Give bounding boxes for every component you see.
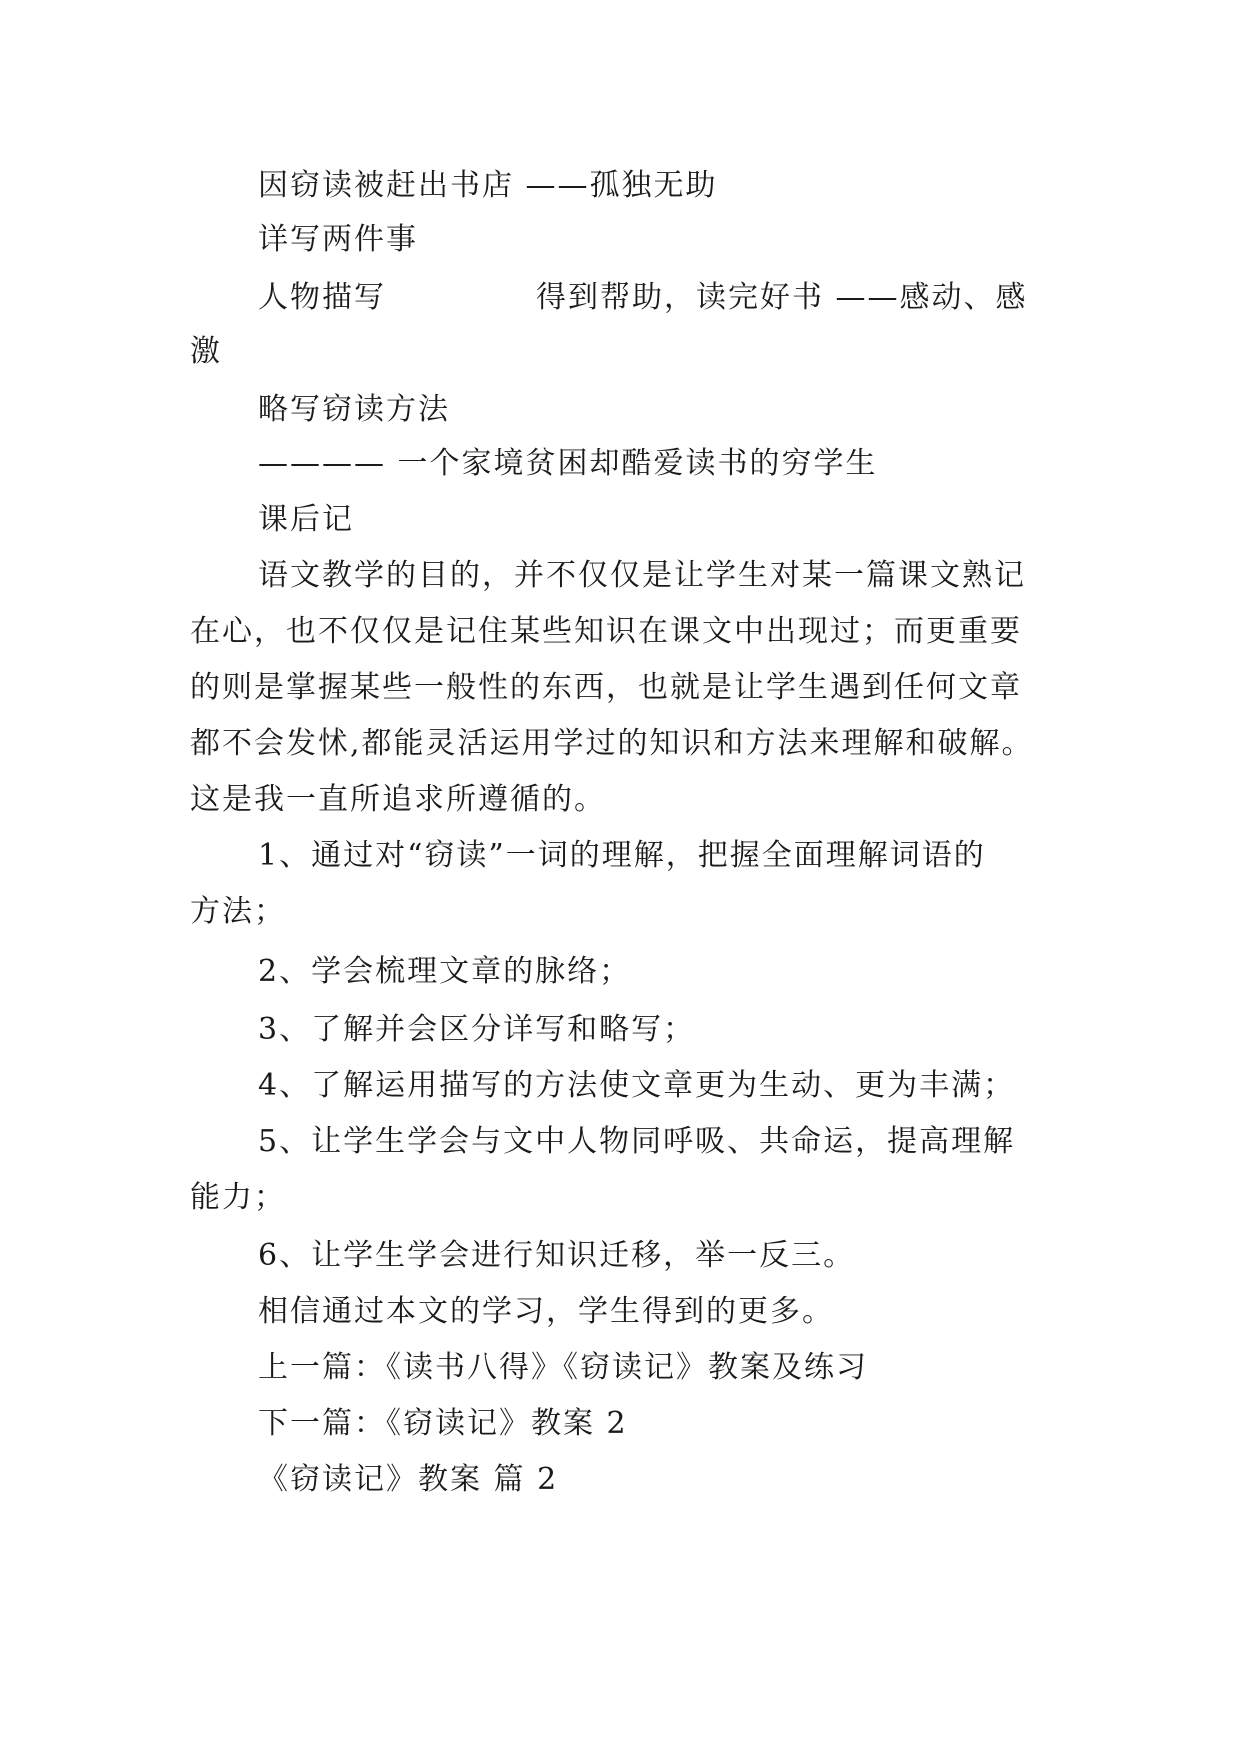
goal-3: 3、了解并会区分详写和略写； (258, 1012, 696, 1047)
outline-line-4: 略写窃读方法 (258, 392, 450, 427)
outline-line-2: 详写两件事 (258, 222, 418, 257)
section-heading: 《窃读记》教案 篇 2 (258, 1462, 559, 1497)
outline-line-3-left: 人物描写 (258, 280, 386, 315)
afterword-paragraph-line: 语文教学的目的，并不仅仅是让学生对某一篇课文熟记 (258, 558, 1026, 593)
goal-5: 5、让学生学会与文中人物同呼吸、共命运，提高理解 (258, 1124, 1016, 1159)
closing-sentence: 相信通过本文的学习，学生得到的更多。 (258, 1294, 834, 1329)
outline-line-3-continuation: 激 (190, 334, 222, 369)
goal-1: 1、通过对“窃读”一词的理解，把握全面理解词语的 (258, 838, 986, 873)
outline-line-3-right: 得到帮助，读完好书 ——感动、感 (536, 280, 1028, 315)
outline-line-1: 因窃读被赶出书店 ——孤独无助 (258, 168, 718, 203)
goal-5-continuation: 能力； (190, 1180, 286, 1215)
afterword-paragraph-line: 在心，也不仅仅是记住某些知识在课文中出现过；而更重要 (190, 614, 1022, 649)
outline-line-5: ———— 一个家境贫困却酷爱读书的穷学生 (258, 446, 878, 481)
goal-1-continuation: 方法； (190, 894, 286, 929)
outline-line-3 (258, 278, 1028, 318)
prev-article-link[interactable]: 上一篇：《读书八得》《窃读记》教案及练习 (258, 1350, 868, 1385)
next-article-link[interactable]: 下一篇：《窃读记》教案 2 (258, 1406, 628, 1441)
afterword-paragraph-line: 这是我一直所追求所遵循的。 (190, 782, 606, 817)
afterword-heading: 课后记 (258, 502, 354, 537)
goal-2: 2、学会梳理文章的脉络； (258, 954, 632, 989)
afterword-paragraph-line: 的则是掌握某些一般性的东西，也就是让学生遇到任何文章 (190, 670, 1022, 705)
goal-4: 4、了解运用描写的方法使文章更为生动、更为丰满； (258, 1068, 1016, 1103)
afterword-paragraph-line: 都不会发怵,都能灵活运用学过的知识和方法来理解和破解。 (190, 726, 1034, 761)
goal-6: 6、让学生学会进行知识迁移，举一反三。 (258, 1238, 856, 1273)
